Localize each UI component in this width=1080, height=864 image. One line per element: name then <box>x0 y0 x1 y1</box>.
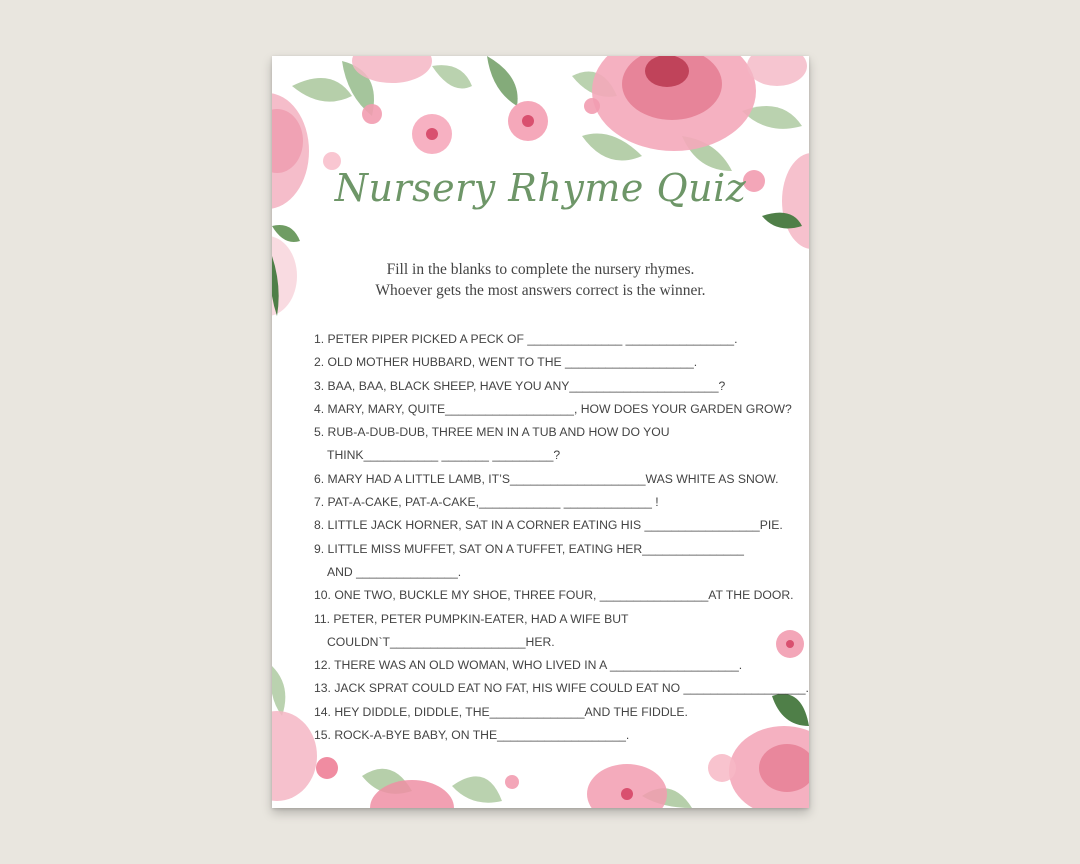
question-9: 9. LITTLE MISS MUFFET, SAT ON A TUFFET, EATING HER_______________ <box>314 541 744 556</box>
quiz-card <box>272 56 809 808</box>
question-11-continued: COULDN`T____________________HER. <box>327 634 555 649</box>
question-8: 8. LITTLE JACK HORNER, SAT IN A CORNER EATING HIS _________________PIE. <box>314 518 783 533</box>
question-list <box>314 328 809 747</box>
question-10: 10. ONE TWO, BUCKLE MY SHOE, THREE FOUR, ________________AT THE DOOR. <box>314 588 794 603</box>
question-11: 11. PETER, PETER PUMPKIN-EATER, HAD A WIFE BUT <box>314 611 629 626</box>
question-1: 1. PETER PIPER PICKED A PECK OF ______________ ________________. <box>314 332 738 346</box>
question-2: 2. OLD MOTHER HUBBARD, WENT TO THE ___________________. <box>314 355 698 370</box>
question-15: 15. ROCK-A-BYE BABY, ON THE___________________. <box>314 728 630 743</box>
question-5: 5. RUB-A-DUB-DUB, THREE MEN IN A TUB AND HOW DO YOU <box>314 425 670 440</box>
question-5-continued: THINK___________ _______ _________? <box>327 448 561 463</box>
question-3: 3. BAA, BAA, BLACK SHEEP, HAVE YOU ANY______________________? <box>314 378 726 393</box>
question-12: 12. THERE WAS AN OLD WOMAN, WHO LIVED IN A ___________________. <box>314 658 743 673</box>
quiz-title: Nursery Rhyme Quiz <box>334 166 747 210</box>
question-13: 13. JACK SPRAT COULD EAT NO FAT, HIS WIFE COULD EAT NO __________________. <box>314 681 809 696</box>
question-6: 6. MARY HAD A LITTLE LAMB, IT’S____________________WAS WHITE AS SNOW. <box>314 471 779 486</box>
instructions <box>272 259 809 301</box>
question-14: 14. HEY DIDDLE, DIDDLE, THE______________AND THE FIDDLE. <box>314 704 688 719</box>
instructions-line-2: Whoever gets the most answers correct is the winner. <box>375 282 706 299</box>
question-7: 7. PAT-A-CAKE, PAT-A-CAKE,____________ _____________ ! <box>314 495 659 510</box>
question-4: 4. MARY, MARY, QUITE___________________, HOW DOES YOUR GARDEN GROW? <box>314 401 792 416</box>
instructions-line-1: Fill in the blanks to complete the nursery rhymes. <box>386 261 695 278</box>
question-9-continued: AND _______________. <box>327 564 462 579</box>
